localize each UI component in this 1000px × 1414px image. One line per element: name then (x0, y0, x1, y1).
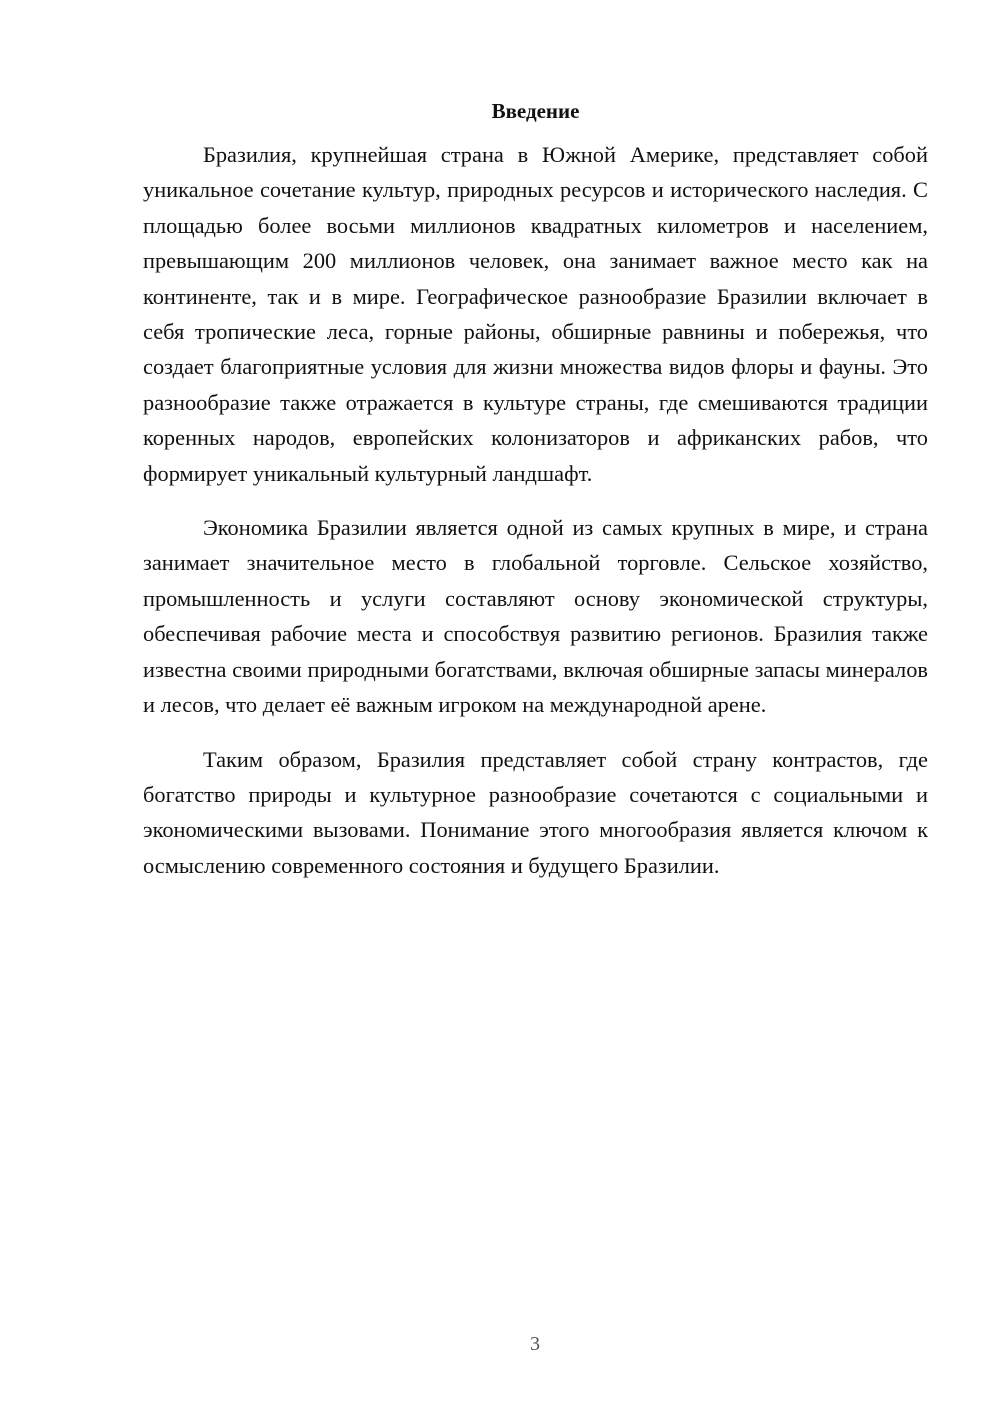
paragraph-1: Бразилия, крупнейшая страна в Южной Америке, представляет собой уникальное сочетание культур, природных ресурсов и исторического наследия. С площадью более восьми миллионов квадратных километров и населением, превышающим 200 миллионов человек, она занимает важное место как на континенте, так и в мире. Географическое разнообразие Бразилии включает в себя тропические леса, горные районы, обширные равнины и побережья, что создает благоприятные условия для жизни множества видов флоры и фауны. Это разнообразие также отражается в культуре страны, где смешиваются традиции коренных народов, европейских колонизаторов и африканских рабов, что формирует уникальный культурный ландшафт. (143, 142, 928, 486)
section-title: Введение (491, 99, 580, 123)
page-number: 3 (530, 1333, 540, 1355)
page-content (143, 94, 928, 883)
paragraph-2: Экономика Бразилии является одной из самых крупных в мире, и страна занимает значительное место в глобальной торговле. Сельское хозяйство, промышленность и услуги составляют основу экономической структуры, обеспечивая рабочие места и способствуя развитию регионов. Бразилия также известна своими природными богатствами, включая обширные запасы минералов и лесов, что делает её важным игроком на международной арене. (143, 515, 928, 718)
paragraph-3: Таким образом, Бразилия представляет собой страну контрастов, где богатство природы и культурное разнообразие сочетаются с социальными и экономическими вызовами. Понимание этого многообразия является ключом к осмыслению современного состояния и будущего Бразилии. (143, 746, 928, 878)
